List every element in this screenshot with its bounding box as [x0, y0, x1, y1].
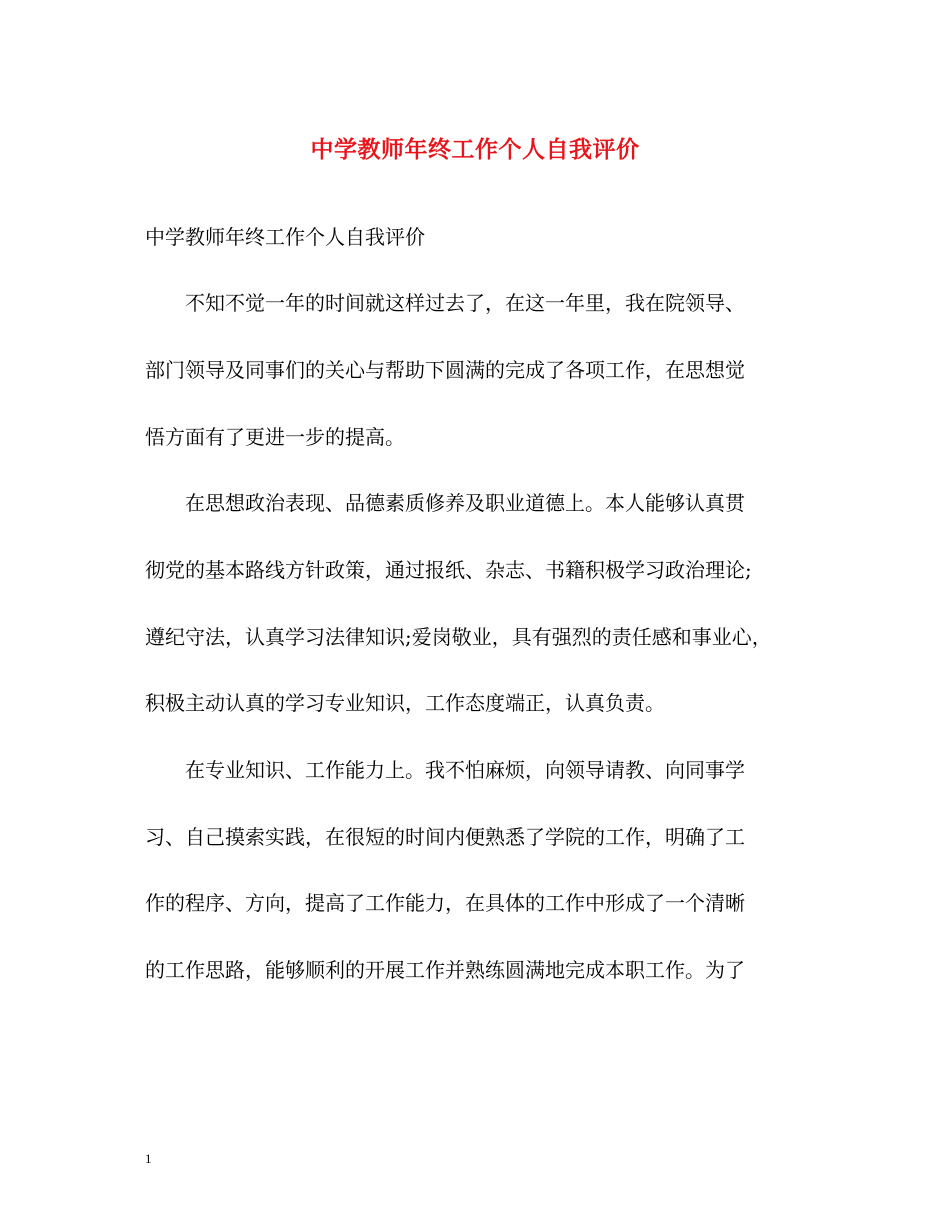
paragraph-line: 在专业知识、工作能力上。我不怕麻烦，向领导请教、向同事学 — [185, 758, 745, 782]
paragraph-line: 遵纪守法，认真学习法律知识;爱岗敬业，具有强烈的责任感和事业心， — [145, 625, 772, 649]
page-number: 1 — [145, 1151, 152, 1166]
paragraph-line: 的工作思路，能够顺利的开展工作并熟练圆满地完成本职工作。为了 — [145, 958, 745, 982]
paragraph-line: 悟方面有了更进一步的提高。 — [145, 425, 405, 449]
paragraph-line: 习、自己摸索实践，在很短的时间内便熟悉了学院的工作，明确了工 — [145, 825, 745, 849]
paragraph-line: 积极主动认真的学习专业知识，工作态度端正，认真负责。 — [145, 691, 665, 715]
paragraph-line: 彻党的基本路线方针政策，通过报纸、杂志、书籍积极学习政治理论; — [145, 558, 752, 582]
document-subtitle: 中学教师年终工作个人自我评价 — [145, 225, 425, 249]
document-title: 中学教师年终工作个人自我评价 — [310, 136, 640, 163]
paragraph-line: 作的程序、方向，提高了工作能力，在具体的工作中形成了一个清晰 — [145, 891, 745, 915]
paragraph-line: 在思想政治表现、品德素质修养及职业道德上。本人能够认真贯 — [185, 491, 745, 515]
paragraph-line: 部门领导及同事们的关心与帮助下圆满的完成了各项工作，在思想觉 — [145, 358, 745, 382]
paragraph-line: 不知不觉一年的时间就这样过去了，在这一年里，我在院领导、 — [185, 291, 745, 315]
